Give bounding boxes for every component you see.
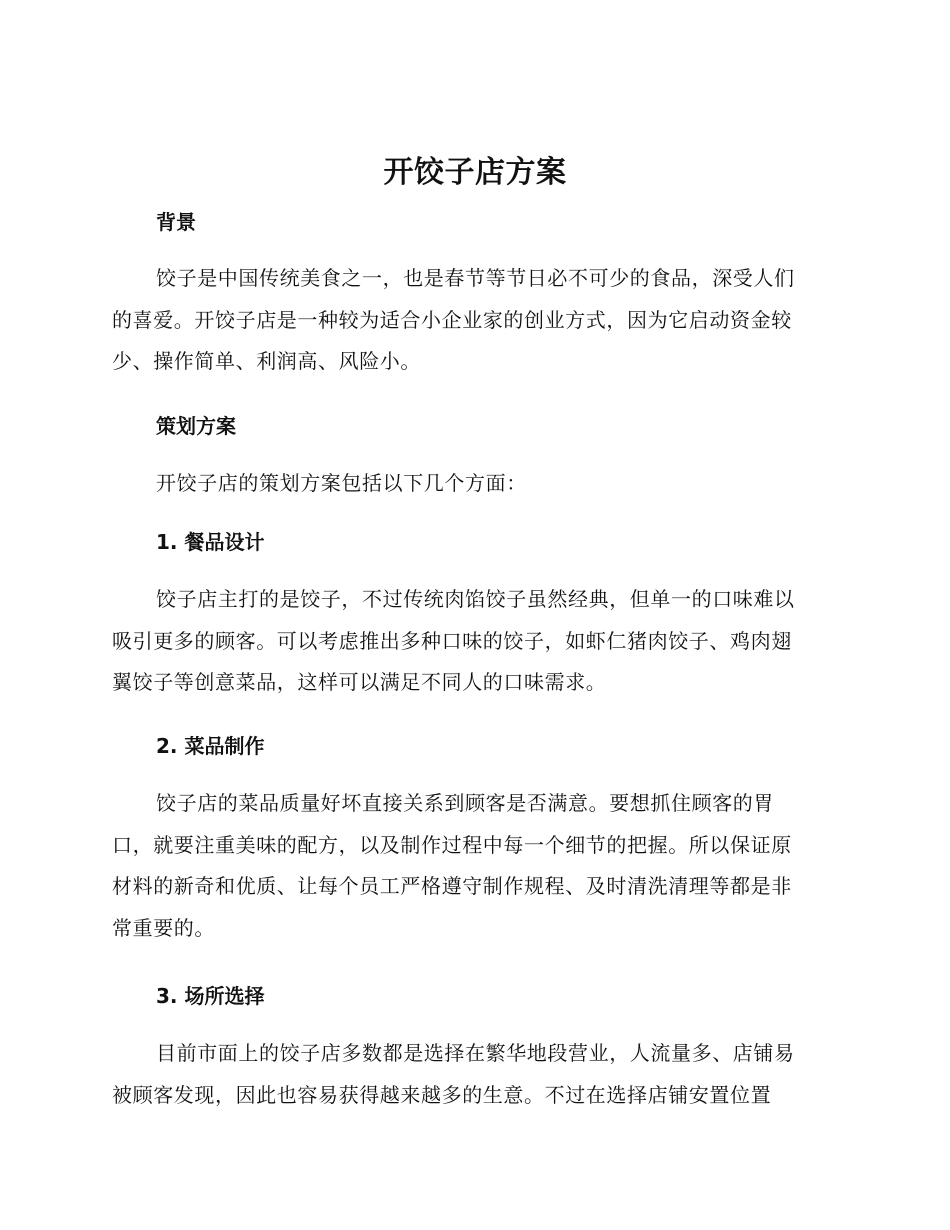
section-paragraph-location-selection [112, 1033, 838, 1116]
paragraph-line: 吸引更多的顾客。可以考虑推出多种口味的饺子，如虾仁猪肉饺子、鸡肉翅 [112, 628, 792, 653]
section-paragraph-food-preparation [112, 783, 838, 949]
paragraph-line: 饺子店主打的是饺子，不过传统肉馅饺子虽然经典，但单一的口味难以 [156, 587, 795, 611]
paragraph-line: 翼饺子等创意菜品，这样可以满足不同人的口味需求。 [112, 670, 607, 694]
section-heading-location-selection: 3. 场所选择 [156, 984, 265, 1008]
section-heading-plan: 策划方案 [156, 414, 236, 438]
section-paragraph-plan [112, 463, 838, 505]
paragraph-line: 被顾客发现，因此也容易获得越来越多的生意。不过在选择店铺安置位置 [112, 1082, 772, 1107]
section-paragraph-background [112, 258, 838, 383]
paragraph-line: 材料的新奇和优质、让每个员工严格遵守制作规程、及时清洗清理等都是非 [112, 874, 792, 898]
paragraph-line: 的喜爱。开饺子店是一种较为适合小企业家的创业方式，因为它启动资金较 [112, 307, 792, 332]
paragraph-line: 少、操作简单、利润高、风险小。 [112, 349, 421, 373]
paragraph-line: 开饺子店的策划方案包括以下几个方面： [156, 471, 527, 495]
section-paragraph-menu-design [112, 579, 838, 704]
paragraph-line: 口，就要注重美味的配方，以及制作过程中每一个细节的把握。所以保证原 [112, 832, 792, 857]
section-heading-background: 背景 [156, 210, 196, 234]
paragraph-line: 目前市面上的饺子店多数都是选择在繁华地段营业，人流量多、店铺易 [156, 1041, 795, 1065]
document-title: 开饺子店方案 [383, 155, 567, 190]
paragraph-line: 饺子店的菜品质量好坏直接关系到顾客是否满意。要想抓住顾客的胃 [156, 791, 774, 815]
section-heading-menu-design: 1. 餐品设计 [156, 530, 265, 554]
paragraph-line: 饺子是中国传统美食之一，也是春节等节日必不可少的食品，深受人们 [156, 266, 795, 290]
paragraph-line: 常重要的。 [112, 915, 215, 940]
section-heading-food-preparation: 2. 菜品制作 [156, 734, 265, 758]
